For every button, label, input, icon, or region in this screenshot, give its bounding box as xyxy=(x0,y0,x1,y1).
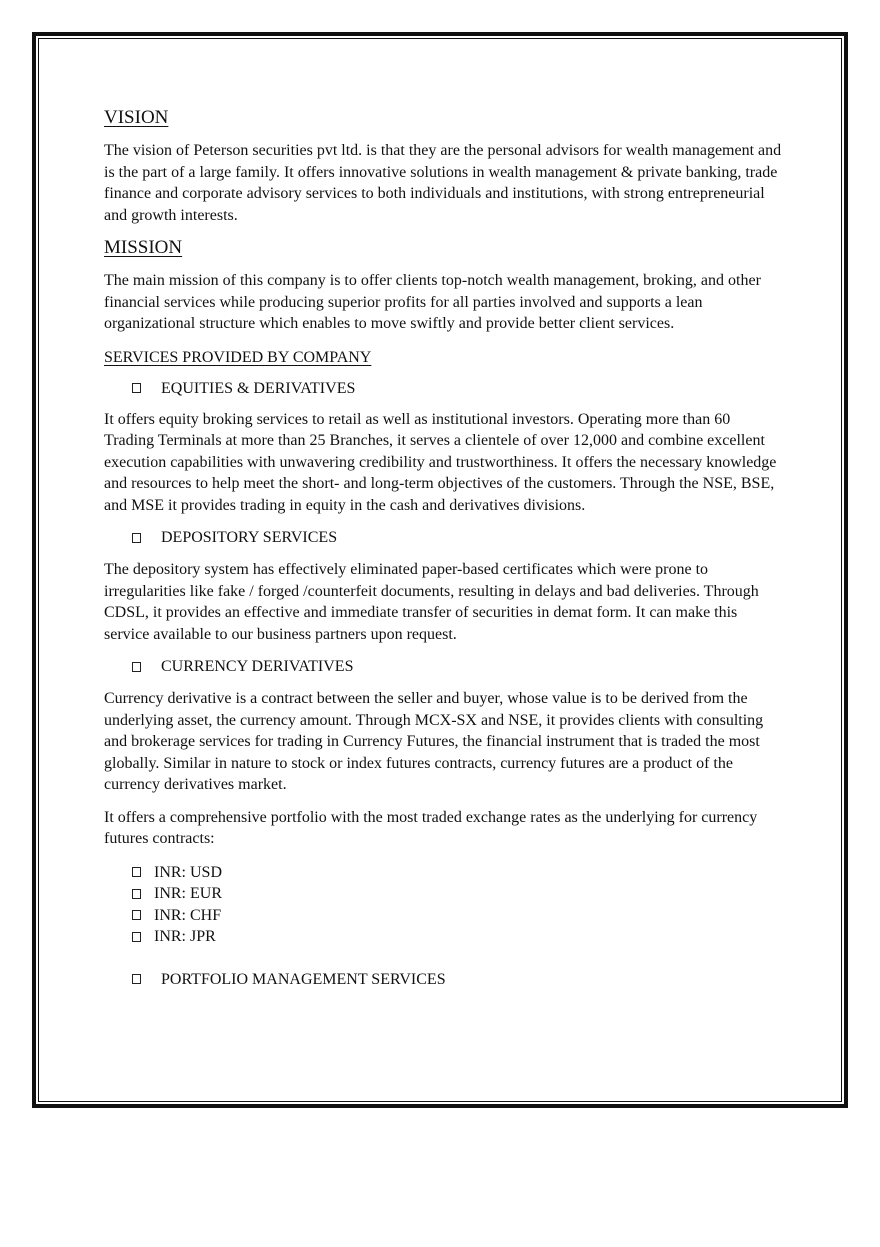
services-heading: SERVICES PROVIDED BY COMPANY xyxy=(104,348,372,366)
square-bullet-icon xyxy=(132,889,141,899)
currency-item xyxy=(104,656,784,677)
currency-pair-label: INR: JPR xyxy=(154,928,216,945)
depository-paragraph: The depository system has effectively eliminated paper-based certificates which were prone to irregularities like fake / forged /counterfeit documents, resulting in delays and bad deliveries. Through CDSL, it provides an effective and immediate transfer of securities in demat form. It can make this service available to our business partners upon request. xyxy=(104,561,759,643)
equities-title: EQUITIES & DERIVATIVES xyxy=(161,379,356,397)
list-item xyxy=(104,926,784,948)
square-bullet-icon xyxy=(132,932,141,942)
list-item xyxy=(104,883,784,905)
square-bullet-icon xyxy=(132,662,141,672)
mission-heading: MISSION xyxy=(104,237,183,258)
list-item xyxy=(104,905,784,927)
depository-item xyxy=(104,527,784,548)
vision-paragraph: The vision of Peterson securities pvt ltd. is that they are the personal advisors for wealth management and is the part of a large family. It offers innovative solutions in wealth management & private banking, trade finance and corporate advisory services to both individuals and institutions, with strong entrepreneurial and growth interests. xyxy=(104,142,782,224)
equities-item xyxy=(104,378,784,399)
square-bullet-icon xyxy=(132,867,141,877)
document-content xyxy=(104,106,784,990)
equities-paragraph: It offers equity broking services to retail as well as institutional investors. Operating more than 60 Trading Terminals at more than 25 Branches, it serves a clientele of over 12,000 and combine excellent execution capabilities with unwavering credibility and trustworthiness. It offers the necessary knowledge and resources to help meet the short- and long-term objectives of the customers. Through the NSE, BSE, and MSE it provides trading in equity in the cash and derivatives divisions. xyxy=(104,410,777,514)
vision-heading: VISION xyxy=(104,107,169,128)
square-bullet-icon xyxy=(132,910,141,920)
square-bullet-icon xyxy=(132,974,141,984)
currency-paragraph: Currency derivative is a contract between the seller and buyer, whose value is to be derived from the underlying asset, the currency amount. Through MCX-SX and NSE, it provides clients with consulting and brokerage services for trading in Currency Futures, the financial instrument that is traded the most globally. Similar in nature to stock or index futures contracts, currency futures are a product of the currency derivatives market. xyxy=(104,690,764,793)
currency-paragraph-2: It offers a comprehensive portfolio with the most traded exchange rates as the underlying for currency futures contracts: xyxy=(104,808,758,847)
square-bullet-icon xyxy=(132,533,141,543)
currency-pair-label: INR: USD xyxy=(154,863,223,881)
depository-title: DEPOSITORY SERVICES xyxy=(161,529,338,546)
portfolio-title: PORTFOLIO MANAGEMENT SERVICES xyxy=(161,970,446,988)
mission-paragraph: The main mission of this company is to offer clients top-notch wealth management, broking, and other financial services while producing superior profits for all parties involved and supports a lean organizational structure which enables to move swiftly and provide better client services. xyxy=(104,272,761,332)
currency-pair-label: INR: EUR xyxy=(154,885,222,902)
portfolio-item xyxy=(104,969,784,990)
list-item xyxy=(104,862,784,884)
currency-pairs-list xyxy=(104,862,784,948)
currency-pair-label: INR: CHF xyxy=(154,906,222,924)
currency-title: CURRENCY DERIVATIVES xyxy=(161,658,354,675)
square-bullet-icon xyxy=(132,383,141,393)
